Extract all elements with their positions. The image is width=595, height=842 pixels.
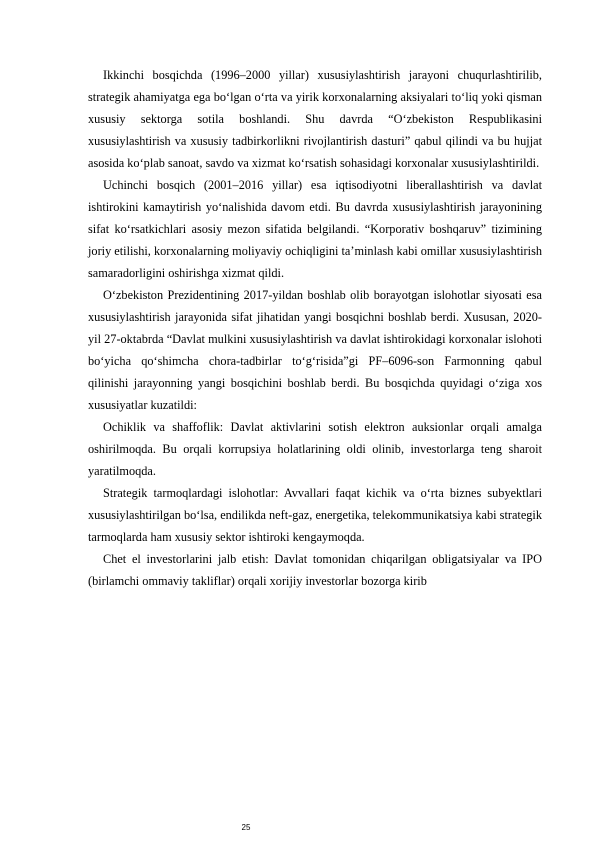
document-body <box>88 64 542 592</box>
paragraph-foreign-investors: Chet el investorlarini jalb etish: Davlat tomonidan chiqarilgan obligatsiyalar va IPO (birlamchi ommaviy takliflar) orqali xorijiy investorlar bozorga kirib <box>88 552 542 588</box>
paragraph-reforms-2017: O‘zbekiston Prezidentining 2017-yildan boshlab olib borayotgan islohotlar siyosati esa xususiylashtirish jarayonida sifat jihatidan yangi bosqichni boshlab berdi. Xususan, 2020-yil 27-oktabrda “Davlat mulkini xususiylashtirish va davlat ishtirokidagi korxonalar islohoti bo‘yicha qo‘shimcha chora-tadbirlar to‘g‘risida”gi PF–6096-son Farmonning qabul qilinishi jarayonning yangi bosqichini boshlab berdi. Bu bosqichda quyidagi o‘ziga xos xususiyatlar kuzatildi: <box>88 288 542 412</box>
paragraph-third-stage: Uchinchi bosqich (2001–2016 yillar) esa iqtisodiyotni liberallashtirish va davlat ishtirokini kamaytirish yo‘nalishida davom etdi. Bu davrda xususiylashtirish jarayonining sifat ko‘rsatkichlari asosiy mezon sifatida belgilandi. “Korporativ boshqaruv” tizimining joriy etilishi, korxonalarning moliyaviy ochiqligini ta’minlash kabi omillar xususiylashtirish samaradorligini oshirishga xizmat qildi. <box>88 178 542 280</box>
paragraph-strategic-sectors: Strategik tarmoqlardagi islohotlar: Avvallari faqat kichik va o‘rta biznes subyektlari xususiylashtirilgan bo‘lsa, endilikda neft-gaz, energetika, telekommunikatsiya kabi strategik tarmoqlarda ham xususiy sektor ishtiroki kengaymoqda. <box>88 486 542 544</box>
paragraph-transparency: Ochiklik va shaffoflik: Davlat aktivlarini sotish elektron auksionlar orqali amalga oshirilmoqda. Bu orqali korrupsiya holatlarining oldi olinib, investorlarga teng sharoit yaratilmoqda. <box>88 420 542 478</box>
paragraph-second-stage: Ikkinchi bosqichda (1996–2000 yillar) xususiylashtirish jarayoni chuqurlashtirilib, strategik ahamiyatga ega bo‘lgan o‘rta va yirik korxonalarning aksiyalari to‘liq yoki qisman xususiy sektorga sotila boshlandi. Shu davrda “O‘zbekiston Respublikasini xususiylashtirish va xususiy tadbirkorlikni rivojlantirish dasturi” qabul qilindi va bu hujjat asosida ko‘plab sanoat, savdo va xizmat ko‘rsatish sohasidagi korxonalar xususiylashtirildi. <box>88 68 542 170</box>
page-number: 25 <box>241 823 251 832</box>
